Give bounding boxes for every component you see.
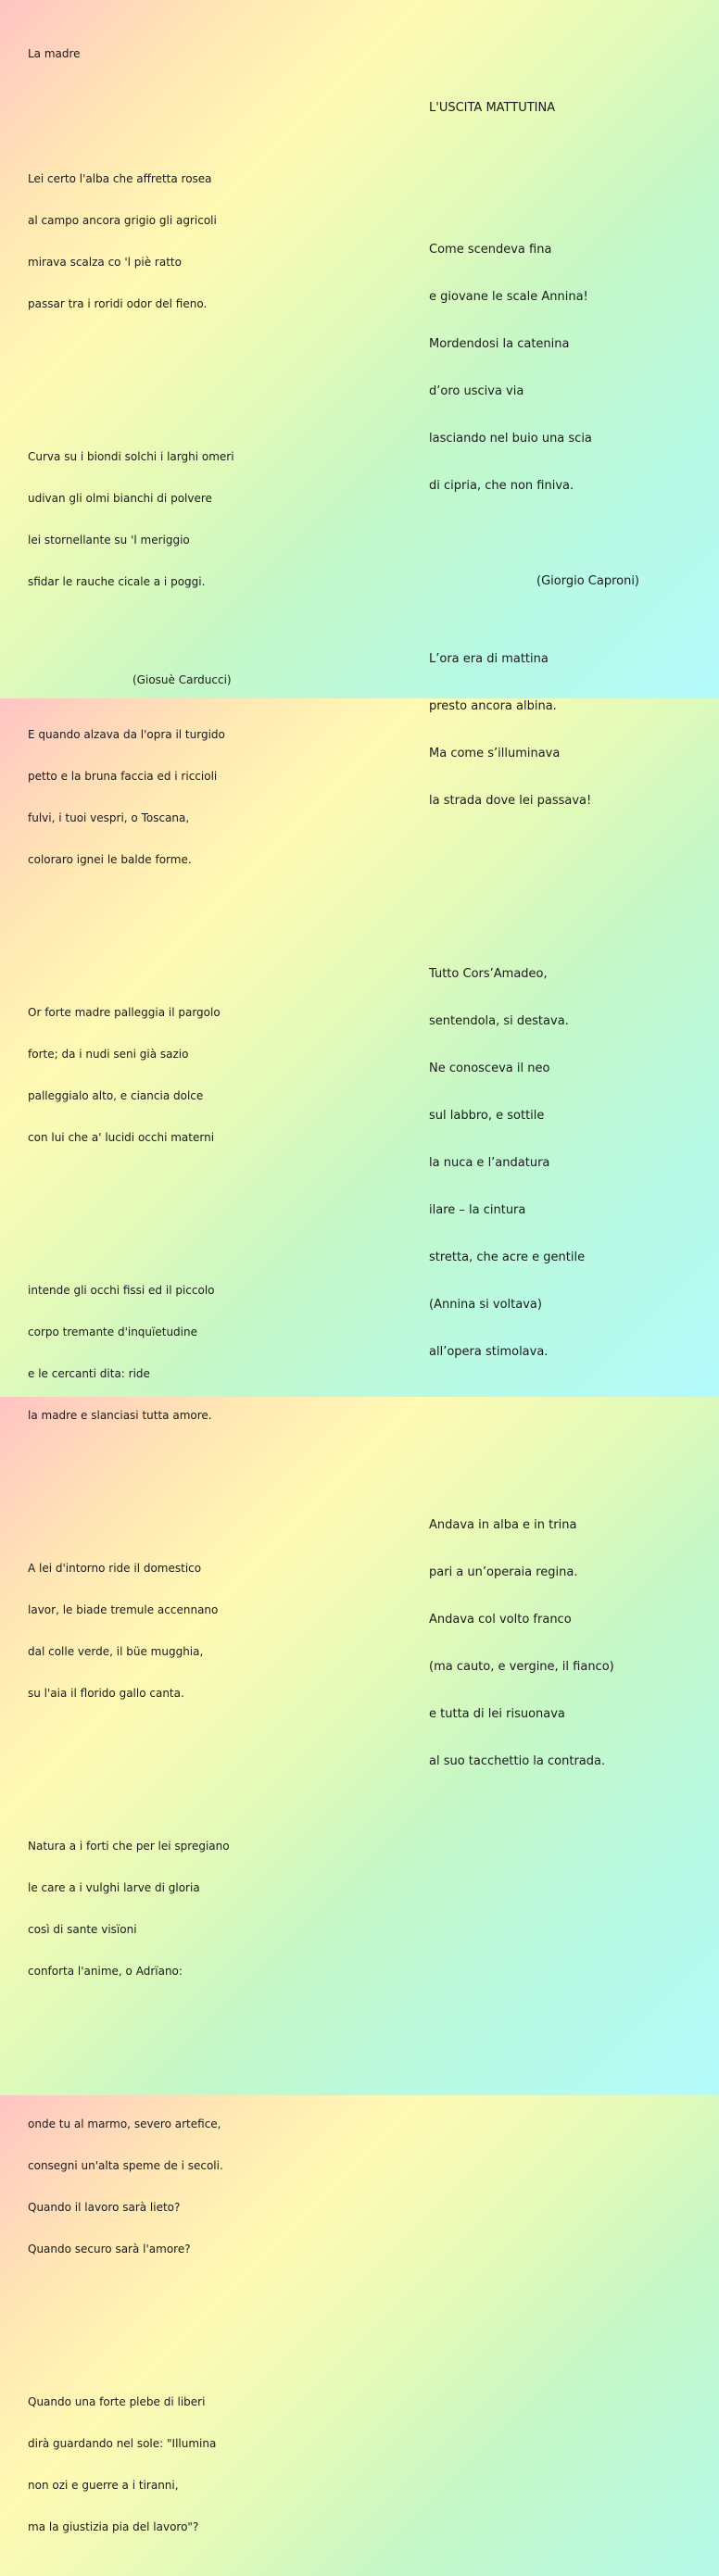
poem-line: all’opera stimolava. <box>429 1345 549 1359</box>
poem-line: Andava col volto franco <box>429 1613 572 1627</box>
poem-line: mirava scalza co 'l piè ratto <box>28 256 182 269</box>
right-stanza-2 <box>429 620 614 840</box>
poem-line: sfidar le rauche cicale a i poggi. <box>28 575 206 588</box>
poem-line: così di sante visïoni <box>28 1923 137 1936</box>
poem-line: Quando una forte plebe di liberi <box>28 2395 206 2408</box>
poem-line: al suo tacchettio la contrada. <box>429 1754 606 1768</box>
poem-line: non ozi e guerre a i tiranni, <box>28 2479 179 2492</box>
poem-line: la madre e slanciasi tutta amore. <box>28 1409 212 1422</box>
poem-line: con lui che a' lucidi occhi materni <box>28 1131 215 1144</box>
poem-line: ilare – la cintura <box>429 1203 526 1217</box>
poem-line: dal colle verde, il büe mugghia, <box>28 1645 204 1658</box>
poem-line: (Annina si voltava) <box>429 1298 542 1312</box>
stanza-gap <box>429 872 614 887</box>
stanza-gap <box>429 147 614 163</box>
poem-line: forte; da i nudi seni già sazio <box>28 1048 189 1061</box>
poem-line: Ma come s’illuminava <box>429 747 561 760</box>
poem-line: Andava in alba e in trina <box>429 1518 577 1532</box>
poem-line: presto ancora albina. <box>429 699 557 713</box>
right-poem-title: L'USCITA MATTUTINA <box>429 101 556 115</box>
poem-line: intende gli occhi fissi ed il piccolo <box>28 1284 215 1297</box>
left-poem-author: (Giosuè Carducci) <box>132 673 232 686</box>
poem-line: Or forte madre palleggia il pargolo <box>28 1006 221 1019</box>
poem-line: A lei d'intorno ride il domestico <box>28 1562 202 1575</box>
poem-line: Lei certo l'alba che affretta rosea <box>28 172 212 185</box>
right-poem <box>429 69 614 1816</box>
poem-line: E quando alzava da l'opra il turgido <box>28 728 225 741</box>
poem-line: stretta, che acre e gentile <box>429 1250 586 1264</box>
poem-line: palleggialo alto, e ciancia dolce <box>28 1089 204 1102</box>
poem-line: coloraro ignei le balde forme. <box>28 853 192 866</box>
poem-line: Curva su i biondi solchi i larghi omeri <box>28 450 234 463</box>
poem-line: pari a un’operaia regina. <box>429 1565 578 1579</box>
right-stanza-3 <box>429 935 614 1391</box>
right-stanza-4 <box>429 1486 614 1801</box>
poem-line: sentendola, si destava. <box>429 1014 569 1028</box>
poem-line: (ma cauto, e vergine, il fianco) <box>429 1660 614 1674</box>
poem-line: lasciando nel buio una scia <box>429 432 592 446</box>
poem-line: Natura a i forti che per lei spregiano <box>28 1840 230 1853</box>
poem-line: onde tu al marmo, severo artefice, <box>28 2117 221 2130</box>
poem-line: Tutto Cors’Amadeo, <box>429 967 548 981</box>
stanza-gap <box>28 1756 234 1770</box>
poem-line: udivan gli olmi bianchi di polvere <box>28 492 212 505</box>
left-stanza-3 <box>28 700 234 895</box>
poem-line: L’ora era di mattina <box>429 652 549 666</box>
poem-line: Ne conosceva il neo <box>429 1062 550 1075</box>
poem-line: passar tra i roridi odor del fieno. <box>28 297 208 310</box>
poem-line: Quando securo sarà l'amore? <box>28 2243 191 2256</box>
stanza-gap <box>28 1478 234 1492</box>
stanza-gap <box>28 645 234 659</box>
poem-line: corpo tremante d'inquïetudine <box>28 1326 197 1338</box>
poem-line: fulvi, i tuoi vespri, o Toscana, <box>28 811 190 824</box>
left-poem-title: La madre <box>28 47 81 60</box>
poem-line: sul labbro, e sottile <box>429 1109 545 1123</box>
poem-line: la strada dove lei passava! <box>429 794 592 808</box>
stanza-gap <box>28 89 234 103</box>
poem-line: conforta l'anime, o Adrïano: <box>28 1965 183 1978</box>
poem-line: le care a i vulghi larve di gloria <box>28 1881 200 1894</box>
stanza-gap <box>28 2312 234 2326</box>
poem-line: d’oro usciva via <box>429 384 524 398</box>
left-stanza-9 <box>28 2368 234 2562</box>
stanza-gap <box>28 923 234 936</box>
left-stanza-2 <box>28 422 234 617</box>
poem-line: di cipria, che non finiva. <box>429 479 574 493</box>
left-stanza-4 <box>28 978 234 1173</box>
left-stanza-7 <box>28 1812 234 2006</box>
poem-line: dirà guardando nel sole: "Illumina <box>28 2437 217 2450</box>
right-poem-author: (Giorgio Caproni) <box>536 574 640 588</box>
left-stanza-1 <box>28 145 234 339</box>
right-stanza-1 <box>429 210 614 525</box>
poem-line: Come scendeva fina <box>429 243 552 257</box>
poem-line: la nuca e l’andatura <box>429 1156 550 1170</box>
poem-line: su l'aia il florido gallo canta. <box>28 1687 184 1700</box>
stanza-gap <box>429 557 614 572</box>
poem-line: consegni un'alta speme de i secoli. <box>28 2159 223 2172</box>
left-stanza-5 <box>28 1256 234 1451</box>
stanza-gap <box>28 367 234 381</box>
poem-line: e tutta di lei risuonava <box>429 1707 565 1721</box>
poem-line: lei stornellante su 'l meriggio <box>28 534 190 547</box>
poem-line: Quando il lavoro sarà lieto? <box>28 2201 181 2214</box>
poem-line: petto e la bruna faccia ed i riccioli <box>28 770 218 783</box>
poem-line: ma la giustizia pia del lavoro"? <box>28 2520 199 2533</box>
left-stanza-8 <box>28 2090 234 2284</box>
poem-line: lavor, le biade tremule accennano <box>28 1603 219 1616</box>
stanza-gap <box>28 1200 234 1214</box>
poem-line: e le cercanti dita: ride <box>28 1367 150 1380</box>
poem-line: e giovane le scale Annina! <box>429 290 588 304</box>
poem-line: al campo ancora grigio gli agricoli <box>28 214 217 227</box>
left-stanza-6 <box>28 1534 234 1728</box>
stanza-gap <box>429 1423 614 1439</box>
stanza-gap <box>28 2034 234 2048</box>
poem-line: Mordendosi la catenina <box>429 337 570 351</box>
left-poem <box>28 19 234 2576</box>
